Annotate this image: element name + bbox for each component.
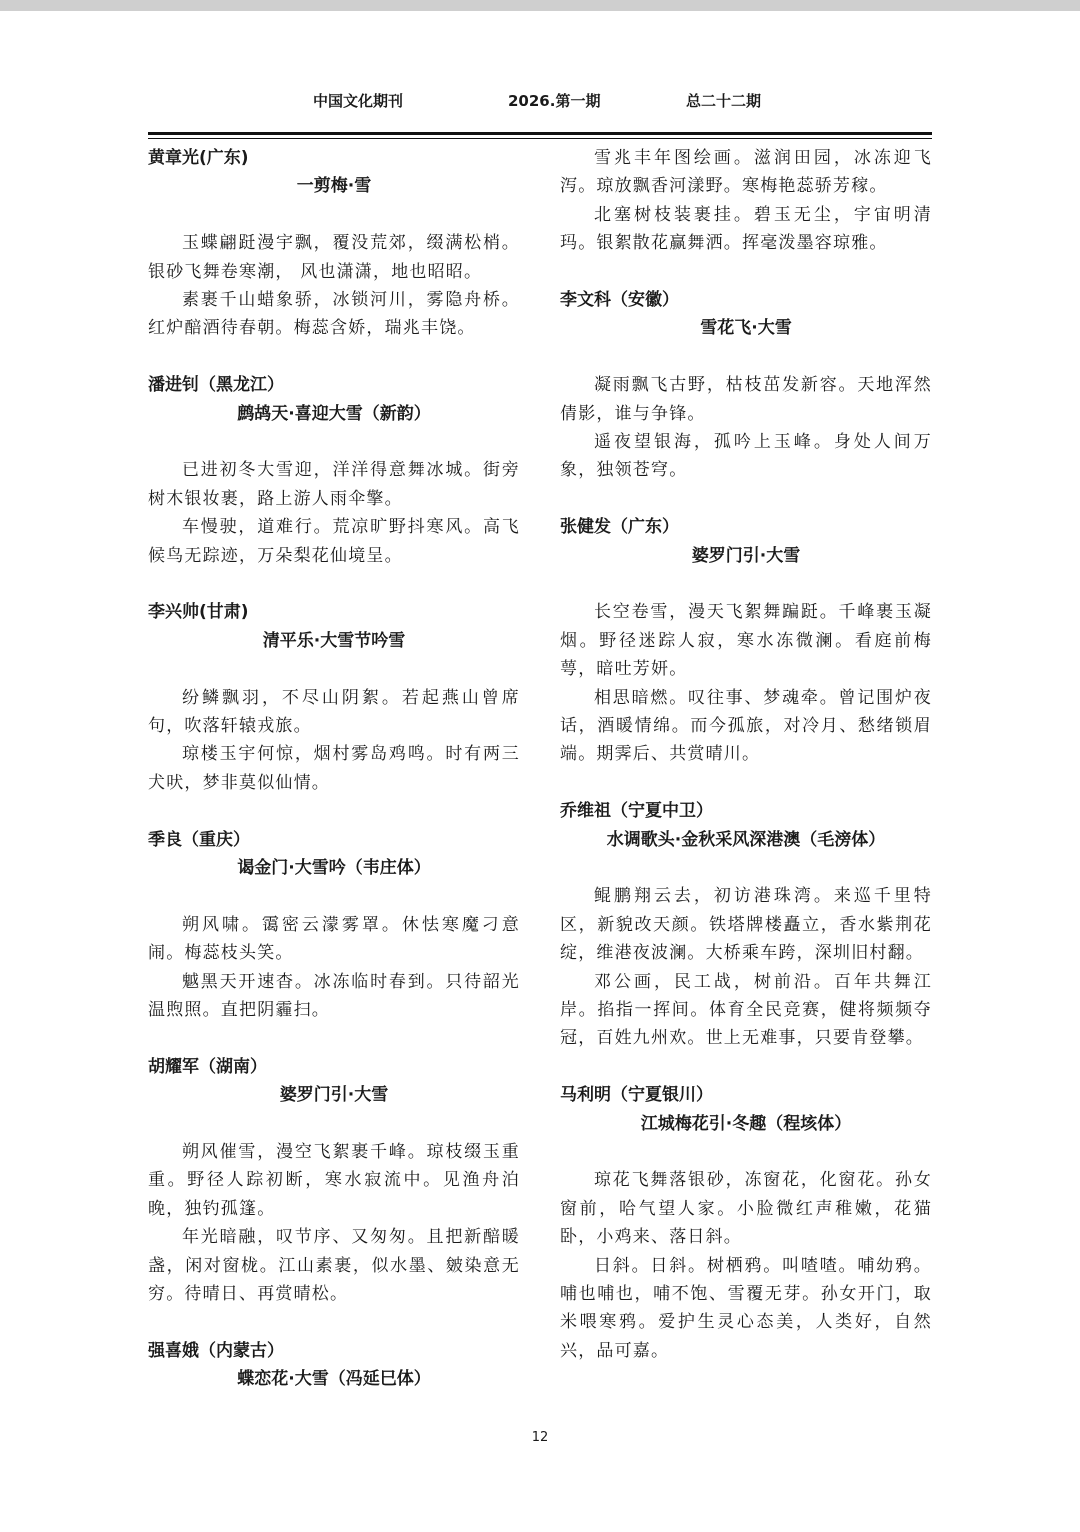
poem-title: 江城梅花引·冬趣（程垓体） <box>640 1113 852 1134</box>
poem-author: 马利明（宁夏银川） <box>560 1085 713 1106</box>
poem-paragraph: 北塞树枝装裹挂。碧玉无尘，宇宙明清玛。银絮散花赢舞洒。挥毫泼墨容琼雅。 <box>560 204 932 254</box>
poem-paragraph: 琼楼玉宇何惊，烟村雾岛鸡鸣。时有两三犬吠，梦非莫似仙情。 <box>148 744 520 793</box>
poem-paragraph: 遥夜望银海，孤吟上玉峰。身处人间万象，独领苍穹。 <box>560 432 932 481</box>
poem-paragraph: 雪兆丰年图绘画。滋润田园，冰冻迎飞泻。琼放飘香河漾野。寒梅艳蕊骄芳稼。 <box>560 148 932 197</box>
poem-paragraph: 琼花飞舞落银砂，冻窗花，化窗花。孙女窗前，哈气望人家。小脸微红声稚嫩，花猫卧，小鸡来、落日斜。 <box>560 1170 932 1248</box>
poem-author: 李文科（安徽） <box>560 290 679 311</box>
poem-paragraph: 车慢驶，道难行。荒凉旷野抖寒风。高飞候鸟无踪迹，万朵梨花仙境呈。 <box>148 517 520 566</box>
poem-author: 黄章光(广东) <box>148 148 249 168</box>
poem-title: 蝶恋花·大雪（冯延巳体） <box>237 1369 431 1390</box>
journal-name: 中国文化期刊 <box>313 92 404 110</box>
poem-paragraph: 相思暗燃。叹往事、梦魂牵。曾记围炉夜话，酒暖情绵。而今孤旅，对冷月、愁绪锁眉端。期霁后、共赏晴川。 <box>560 687 932 765</box>
poem-paragraph: 已进初冬大雪迎，洋洋得意舞冰城。街旁树木银妆裹，路上游人雨伞擎。 <box>148 460 520 509</box>
poem-paragraph: 玉蝶翩跹漫宇飘，覆没荒郊，缀满松梢。银砂飞舞卷寒潮， 风也潇潇，地也昭昭。 <box>148 233 520 282</box>
poem-paragraph: 素裹千山蜡象骄，冰锁河川，雾隐舟桥。红炉醅酒待春朝。梅蕊含娇，瑞兆丰饶。 <box>148 289 520 339</box>
poem-author: 潘进钊（黑龙江） <box>148 375 284 396</box>
poem-paragraph: 朔风催雪，漫空飞絮裹千峰。琼枝缀玉重重。野径人踪初断，寒水寂流中。见渔舟泊晚，独钓孤篷。 <box>148 1141 520 1219</box>
poem-title: 婆罗门引·大雪 <box>691 545 801 566</box>
poem-title: 水调歌头·金秋采风深港澳（毛滂体） <box>606 829 886 850</box>
total-issue-label: 总二十二期 <box>686 92 762 110</box>
page-number: 12 <box>531 1430 549 1445</box>
poem-title: 雪花飞·大雪 <box>700 318 792 339</box>
poem-title: 清平乐·大雪节吟雪 <box>262 630 406 651</box>
left-column <box>148 144 520 1394</box>
poem-author: 乔维祖（宁夏中卫） <box>560 801 713 822</box>
poem-author: 张健发（广东） <box>560 517 679 538</box>
poem-paragraph: 长空卷雪，漫天飞絮舞蹁跹。千峰裹玉凝烟。野径迷踪人寂，寒水冻微澜。看庭前梅萼，暗吐芳妍。 <box>560 602 932 680</box>
poem-author: 强喜娥（内蒙古） <box>148 1340 284 1361</box>
poem-author: 李兴帅(甘肃) <box>148 602 249 623</box>
right-column <box>560 144 932 1365</box>
poem-title: 一剪梅·雪 <box>296 176 372 197</box>
issue-label: 2026.第一期 <box>508 92 601 110</box>
poem-paragraph: 朔风啸。霭密云濛雾罩。休怯寒魔刁意闹。梅蕊枝头笑。 <box>148 914 520 964</box>
poem-paragraph: 纷鳞飘羽，不尽山阴絮。若起燕山曾席句，吹落轩辕戎旅。 <box>148 687 520 736</box>
poem-paragraph: 鲲鹏翔云去，初访港珠湾。来巡千里特区，新貌改天颜。铁塔牌楼矗立，香水紫荆花绽，维港夜波澜。大桥乘车跨，深圳旧村翻。 <box>560 886 932 964</box>
top-border-bar <box>0 0 1080 11</box>
poem-paragraph: 凝雨飘飞古野，枯枝茁发新容。天地浑然倩影，谁与争锋。 <box>560 375 932 424</box>
poem-title: 婆罗门引·大雪 <box>279 1085 389 1106</box>
poem-title: 鹧鸪天·喜迎大雪（新韵） <box>237 403 431 424</box>
poem-paragraph: 日斜。日斜。树栖鸦。叫喳喳。哺幼鸦。哺也哺也，哺不饱、雪覆无芽。孙女开门，取米喂寒鸦。爱护生灵心态美，人类好，自然兴，品可嘉。 <box>560 1255 932 1361</box>
poem-author: 胡耀军（湖南） <box>148 1056 267 1077</box>
poem-paragraph: 魆黑天开速杳。冰冻临时春到。只待韶光温煦照。直把阴霾扫。 <box>148 971 520 1020</box>
poem-author: 季良（重庆） <box>148 829 250 850</box>
page-header <box>0 90 1080 114</box>
poem-paragraph: 年光暗融，叹节序、又匆匆。且把新醅暖盏，闲对窗栊。江山素裹，似水墨、皴染意无穷。待晴日、再赏晴松。 <box>148 1227 520 1304</box>
poem-title: 谒金门·大雪吟（韦庄体） <box>237 857 431 878</box>
header-rule-thin <box>148 138 932 139</box>
poem-paragraph: 邓公画，民工战，树前沿。百年共舞江岸。掐指一挥间。体育全民竞赛，健将频频夺冠，百姓九州欢。世上无难事，只要肯登攀。 <box>560 971 932 1049</box>
header-rule-thick <box>148 132 932 135</box>
